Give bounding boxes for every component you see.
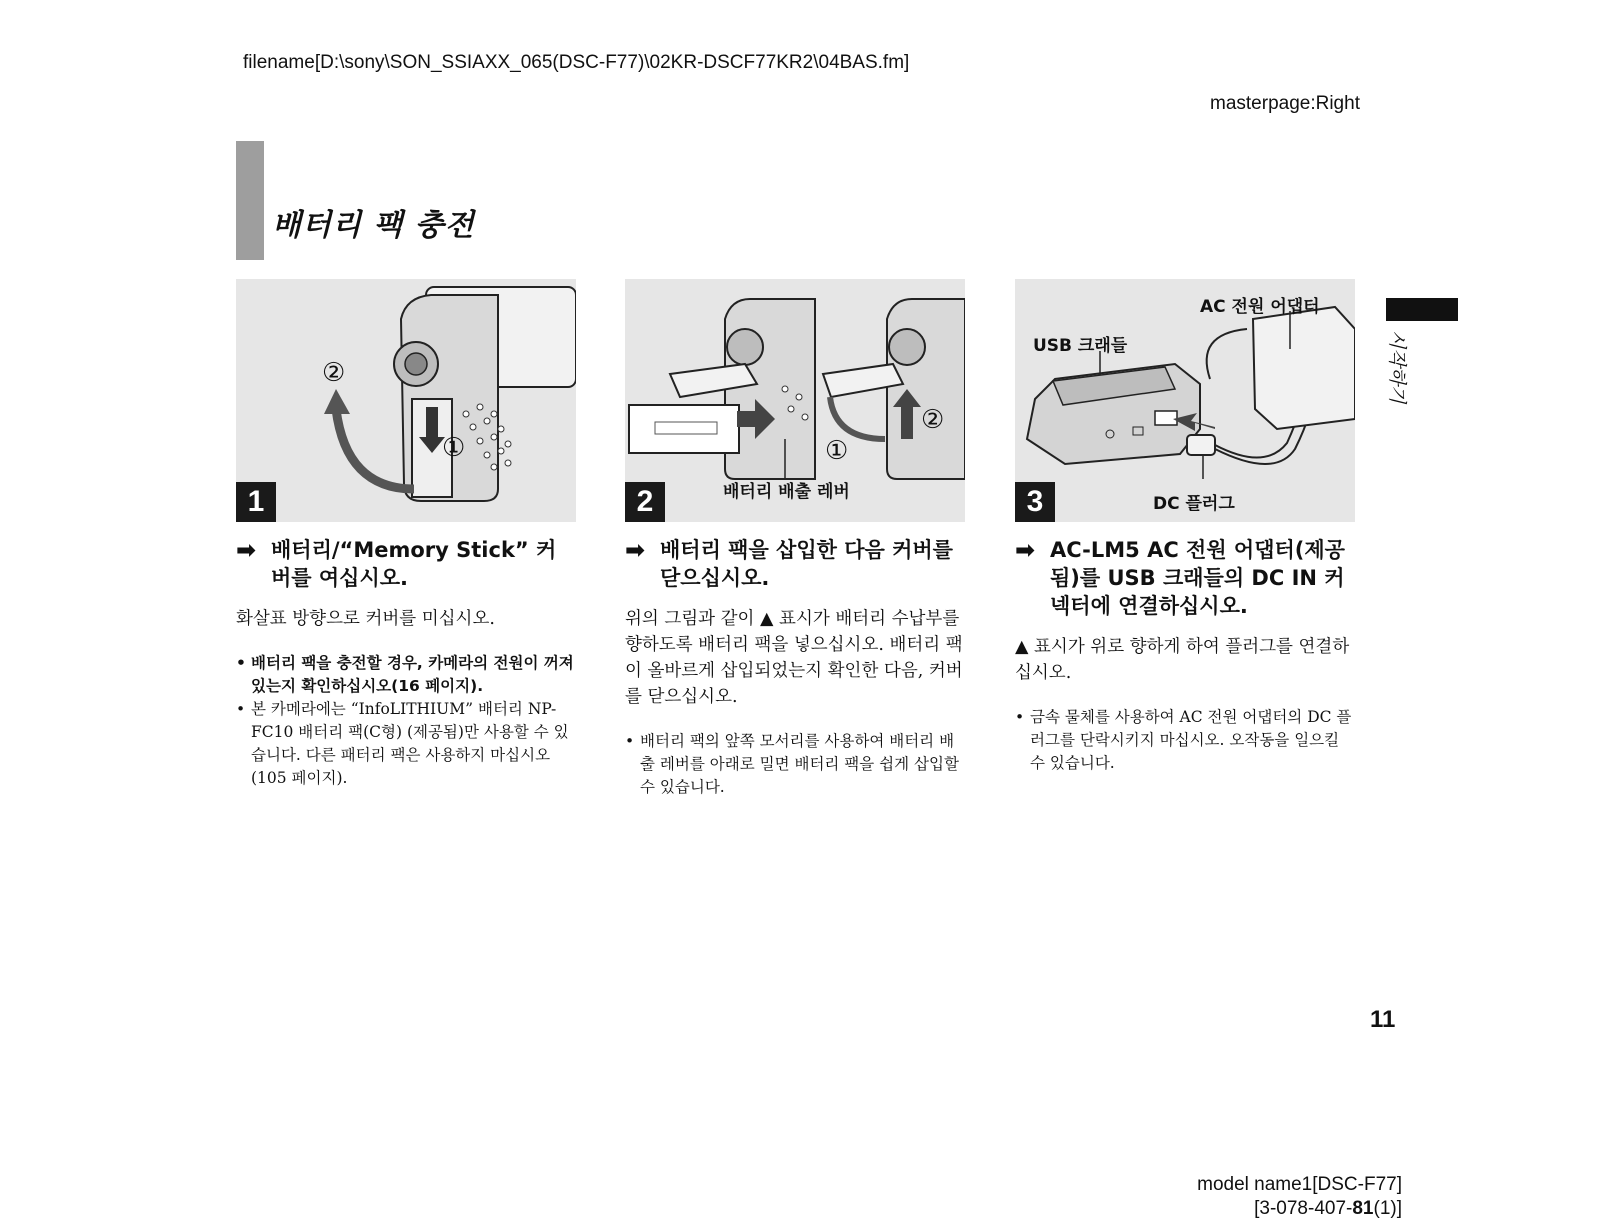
- figure-step-3: [1015, 279, 1355, 522]
- section-tab-label: 시작하기: [1386, 330, 1408, 404]
- step-1-heading-text: 배터리/“Memory Stick” 커버를 여십시오.: [271, 538, 557, 590]
- step-1-body: 화살표 방향으로 커버를 미십시오.: [236, 609, 495, 629]
- right-arrow-icon: ➡: [236, 536, 257, 564]
- step-number-3: 3: [1015, 482, 1055, 522]
- marker-1: ①: [442, 433, 466, 463]
- step-3-heading: [1015, 536, 1355, 620]
- step-2-body: 위의 그림과 같이 ▲ 표시가 배터리 수납부를 향하도록 배터리 팩을 넣으십시오. 배터리 팩이 올바르게 삽입되었는지 확인한 다음, 커버를 닫으십시오.: [625, 609, 963, 707]
- note-item: [625, 730, 965, 799]
- marker-2: ②: [322, 358, 346, 388]
- bullet-icon: •: [1015, 708, 1025, 726]
- page-title: 배터리 팩 충전: [272, 208, 475, 243]
- note-text: 배터리 팩의 앞쪽 모서리를 사용하여 배터리 배출 레버를 아래로 밀면 배터리 팩을 쉽게 삽입할 수 있습니다.: [640, 732, 959, 796]
- model-code-prefix: [3-078-407-: [1254, 1198, 1353, 1219]
- dc-plug-label: DC 플러그: [1153, 494, 1235, 514]
- note-text: 배터리 팩을 충전할 경우, 카메라의 전원이 꺼져 있는지 확인하십시오(16 페이지).: [251, 654, 574, 695]
- camera-open-cover-illustration: [236, 279, 576, 522]
- marker-2: ②: [921, 405, 945, 435]
- step-2-heading: [625, 536, 965, 592]
- note-text: 금속 물체를 사용하여 AC 전원 어댑터의 DC 플러그를 단락시키지 마십시오. 오작동을 일으킬 수 있습니다.: [1030, 708, 1352, 772]
- figure-step-2: [625, 279, 965, 522]
- step-3-notes: [1015, 706, 1355, 775]
- step-number-2: 2: [625, 482, 665, 522]
- note-item: [1015, 706, 1355, 775]
- battery-eject-lever-label: 배터리 배출 레버: [723, 482, 850, 502]
- section-tab: [1378, 330, 1418, 430]
- title-accent-bar: [236, 141, 264, 260]
- step-2-heading-text: 배터리 팩을 삽입한 다음 커버를 닫으십시오.: [660, 538, 953, 590]
- model-footer: [1197, 1173, 1402, 1221]
- step-1-notes: [236, 652, 576, 790]
- section-tab-bar: [1386, 298, 1458, 321]
- step-2-column: [625, 536, 965, 799]
- step-3-heading-text: AC-LM5 AC 전원 어댑터(제공됨)를 USB 크래들의 DC IN 커넥터에 연결하십시오.: [1050, 538, 1345, 618]
- page-number: 11: [1370, 1006, 1396, 1033]
- note-text: 본 카메라에는 “InfoLITHIUM” 배터리 NP-FC10 배터리 팩(C형) (제공됨)만 사용할 수 있습니다. 다른 패터리 팩은 사용하지 마십시오(105 페이지).: [251, 700, 569, 787]
- step-1-heading: [236, 536, 576, 592]
- right-arrow-icon: ➡: [625, 536, 646, 564]
- model-code-suffix: (1)]: [1373, 1198, 1402, 1219]
- marker-1: ①: [825, 436, 849, 466]
- bullet-icon: •: [236, 654, 246, 672]
- filename-header: filename[D:\sony\SON_SSIAXX_065(DSC-F77)\02KR-DSCF77KR2\04BAS.fm]: [243, 52, 910, 73]
- bullet-icon: •: [625, 732, 635, 750]
- step-3-body: ▲ 표시가 위로 향하게 하여 플러그를 연결하십시오.: [1015, 637, 1350, 683]
- note-item: [236, 698, 576, 790]
- bullet-icon: •: [236, 700, 246, 718]
- note-item: [236, 652, 576, 698]
- masterpage-label: masterpage:Right: [1210, 93, 1360, 114]
- step-2-notes: [625, 730, 965, 799]
- step-3-column: [1015, 536, 1355, 775]
- model-code-line: [1197, 1197, 1402, 1221]
- model-name-line: model name1[DSC-F77]: [1197, 1174, 1402, 1195]
- right-arrow-icon: ➡: [1015, 536, 1036, 564]
- figure-step-1: [236, 279, 576, 522]
- model-code-bold: 81: [1352, 1198, 1374, 1219]
- step-1-column: [236, 536, 576, 790]
- usb-cradle-label: USB 크래들: [1033, 336, 1128, 356]
- step-number-1: 1: [236, 482, 276, 522]
- ac-adapter-label: AC 전원 어댑터: [1200, 297, 1320, 317]
